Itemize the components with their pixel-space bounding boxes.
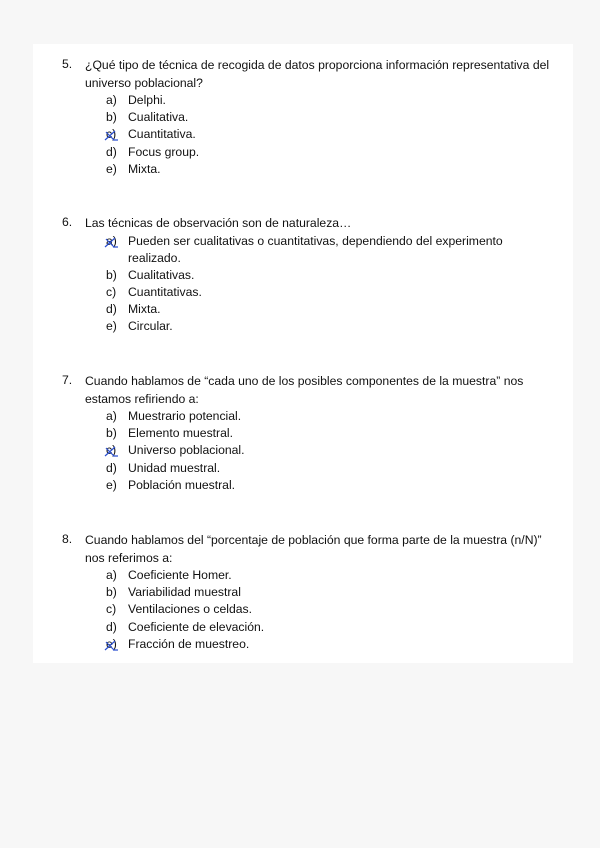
question-number: 8. — [62, 532, 73, 546]
option-text: Cuantitativas. — [128, 285, 202, 300]
question-number: 5. — [62, 57, 73, 71]
option-text: Coeficiente de elevación. — [128, 619, 265, 634]
option-text: Cuantitativa. — [128, 127, 196, 142]
option-text: Coeficiente Homer. — [128, 568, 232, 582]
option-letter: e) — [106, 319, 117, 334]
option-text: Fracción de muestreo. — [128, 636, 250, 651]
option-letter: a) — [106, 93, 117, 107]
option-letter: e) — [106, 161, 117, 176]
document-page — [33, 44, 573, 663]
option-letter: d) — [106, 144, 117, 159]
option-text: Elemento muestral. — [128, 426, 233, 441]
option-letter: d) — [106, 619, 117, 634]
option-letter: a) — [106, 233, 117, 248]
option-letter: c) — [106, 602, 117, 617]
option-text: Cualitativa. — [128, 110, 189, 125]
option-text: Pueden ser cualitativas o cuantitativas, dependiendo del experimento realizado. — [128, 233, 503, 265]
answer-cross-mark-icon — [103, 638, 119, 652]
option-letter: a) — [106, 568, 117, 582]
option-letter: d) — [106, 302, 117, 317]
option-text: Cualitativas. — [128, 267, 195, 282]
option-letter: c) — [106, 127, 117, 142]
option-letter: b) — [106, 426, 117, 441]
option-text: Muestrario potencial. — [128, 409, 242, 423]
option-text: Focus group. — [128, 144, 200, 159]
option-letter: e) — [106, 477, 117, 492]
option-text: Variabilidad muestral — [128, 585, 241, 600]
question-text: Cuando hablamos del “porcentaje de población que forma parte de la muestra (n/N)” nos referimos a: — [85, 533, 542, 565]
option-text: Mixta. — [128, 302, 161, 317]
answer-cross-mark-icon — [103, 444, 119, 458]
option-text: Universo poblacional. — [128, 443, 245, 458]
question-number: 6. — [62, 215, 73, 229]
option-text: Circular. — [128, 319, 173, 334]
question-text: ¿Qué tipo de técnica de recogida de datos proporciona información representativa del universo poblacional? — [85, 58, 550, 90]
option-letter: b) — [106, 267, 117, 282]
option-letter: e) — [106, 636, 117, 651]
option-text: Delphi. — [128, 93, 166, 107]
question-text: Las técnicas de observación son de naturaleza… — [85, 216, 352, 230]
option-text: Ventilaciones o celdas. — [128, 602, 252, 617]
question-number: 7. — [62, 373, 73, 387]
option-text: Mixta. — [128, 161, 161, 176]
answer-cross-mark-icon — [103, 235, 119, 249]
option-letter: b) — [106, 585, 117, 600]
answer-cross-mark-icon — [103, 128, 119, 142]
option-letter: d) — [106, 460, 117, 475]
option-letter: a) — [106, 409, 117, 423]
option-text: Unidad muestral. — [128, 460, 221, 475]
option-letter: b) — [106, 110, 117, 125]
question-text: Cuando hablamos de “cada uno de los posibles componentes de la muestra” nos estamos refiriendo a: — [85, 374, 524, 406]
option-text: Población muestral. — [128, 477, 236, 492]
option-letter: c) — [106, 443, 117, 458]
option-letter: c) — [106, 285, 117, 300]
